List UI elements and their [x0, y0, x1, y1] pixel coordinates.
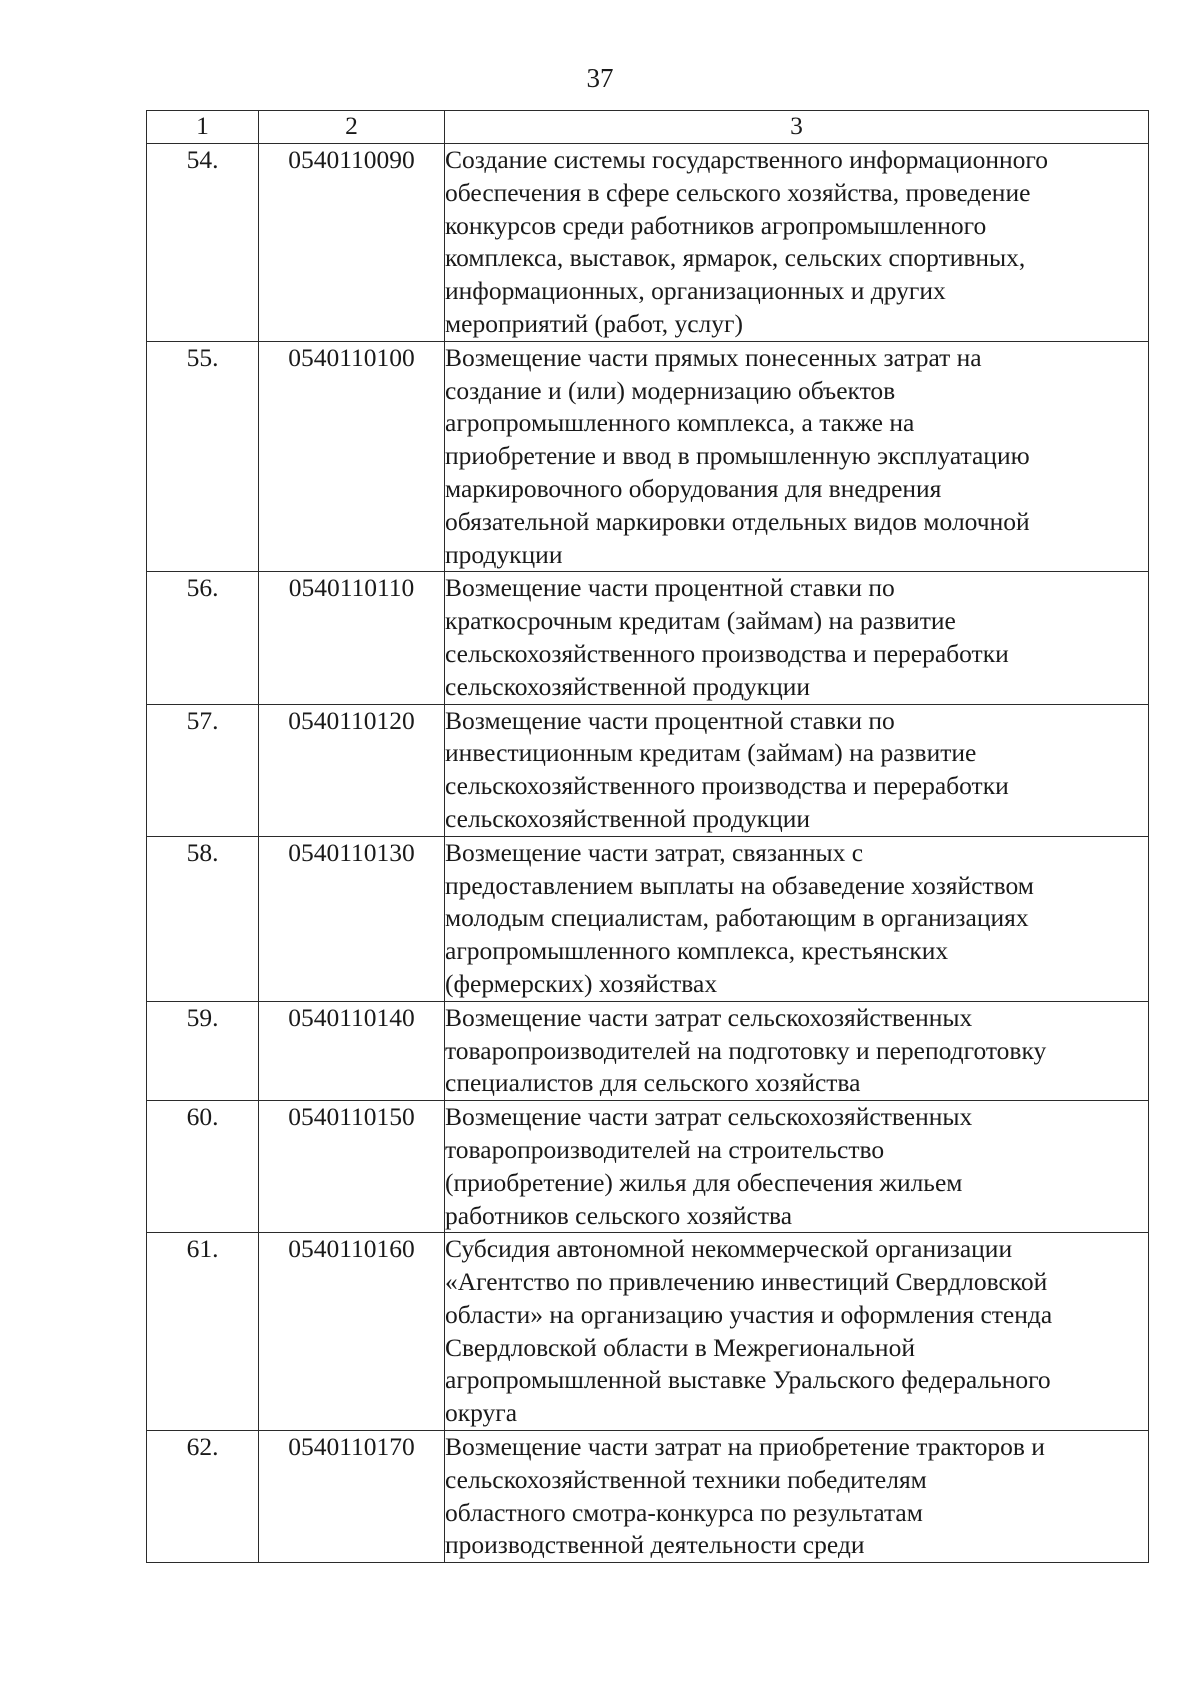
- description-line: краткосрочным кредитам (займам) на развитие: [445, 606, 956, 636]
- column-header-1: 1: [147, 111, 259, 144]
- row-number: 54.: [147, 144, 259, 342]
- table-row: [147, 1101, 1149, 1233]
- description-line: Свердловской области в Межрегиональной: [445, 1332, 915, 1362]
- description-line: Возмещение части процентной ставки по: [445, 705, 895, 735]
- description-line: Возмещение части затрат сельскохозяйственных: [445, 1102, 973, 1132]
- description-line: сельскохозяйственной техники победителям: [445, 1464, 927, 1494]
- description-line: (фермерских) хозяйствах: [445, 968, 718, 998]
- description-line: агропромышленной выставке Уральского федерального: [445, 1365, 1051, 1395]
- description-line: округа: [445, 1398, 518, 1428]
- page-number: 37: [586, 63, 614, 93]
- table-row: [147, 704, 1149, 836]
- description-line: Возмещение части затрат, связанных с: [445, 837, 864, 867]
- table-row: [147, 572, 1149, 704]
- row-number: 57.: [147, 704, 259, 836]
- budget-codes-table: [146, 110, 1149, 1563]
- description-line: работников сельского хозяйства: [445, 1200, 793, 1230]
- expense-description: [445, 341, 1149, 572]
- table-row: [147, 1001, 1149, 1100]
- table-row: [147, 836, 1149, 1001]
- description-line: мероприятий (работ, услуг): [445, 308, 743, 338]
- row-number: 55.: [147, 341, 259, 572]
- description-line: агропромышленного комплекса, крестьянских: [445, 936, 949, 966]
- description-line: информационных, организационных и других: [445, 276, 946, 306]
- description-line: областного смотра-конкурса по результатам: [445, 1497, 923, 1527]
- description-line: сельскохозяйственного производства и переработки: [445, 771, 1009, 801]
- expense-description: [445, 1431, 1149, 1563]
- budget-code: 0540110170: [259, 1431, 445, 1563]
- description-line: конкурсов среди работников агропромышленного: [445, 210, 987, 240]
- expense-description: [445, 1233, 1149, 1431]
- description-line: молодым специалистам, работающим в организациях: [445, 903, 1029, 933]
- description-line: сельскохозяйственного производства и переработки: [445, 638, 1009, 668]
- description-line: производственной деятельности среди: [445, 1530, 865, 1560]
- expense-description: [445, 144, 1149, 342]
- table-row: [147, 341, 1149, 572]
- expense-description: [445, 1101, 1149, 1233]
- description-line: Возмещение части затрат на приобретение тракторов и: [445, 1432, 1045, 1462]
- description-line: товаропроизводителей на подготовку и переподготовку: [445, 1035, 1047, 1065]
- budget-code: 0540110120: [259, 704, 445, 836]
- expense-description: [445, 1001, 1149, 1100]
- description-line: сельскохозяйственной продукции: [445, 671, 811, 701]
- expense-description: [445, 572, 1149, 704]
- description-line: агропромышленного комплекса, а также на: [445, 408, 915, 438]
- table-row: [147, 1233, 1149, 1431]
- budget-code: 0540110160: [259, 1233, 445, 1431]
- budget-code: 0540110150: [259, 1101, 445, 1233]
- description-line: обеспечения в сфере сельского хозяйства, проведение: [445, 177, 1031, 207]
- row-number: 59.: [147, 1001, 259, 1100]
- description-line: предоставлением выплаты на обзаведение хозяйством: [445, 870, 1034, 900]
- description-line: сельскохозяйственной продукции: [445, 803, 811, 833]
- description-line: Субсидия автономной некоммерческой организации: [445, 1234, 1013, 1264]
- expense-description: [445, 836, 1149, 1001]
- description-line: комплекса, выставок, ярмарок, сельских спортивных,: [445, 243, 1026, 273]
- table-body: [147, 144, 1149, 1563]
- description-line: (приобретение) жилья для обеспечения жильем: [445, 1167, 963, 1197]
- description-line: маркировочного оборудования для внедрения: [445, 473, 942, 503]
- column-header-3: 3: [445, 111, 1149, 144]
- budget-code: 0540110140: [259, 1001, 445, 1100]
- description-line: Возмещение части прямых понесенных затрат на: [445, 342, 982, 372]
- budget-code: 0540110110: [259, 572, 445, 704]
- budget-code: 0540110100: [259, 341, 445, 572]
- table-row: [147, 144, 1149, 342]
- description-line: товаропроизводителей на строительство: [445, 1134, 885, 1164]
- description-line: Возмещение части процентной ставки по: [445, 573, 895, 603]
- description-line: специалистов для сельского хозяйства: [445, 1068, 861, 1098]
- description-line: Возмещение части затрат сельскохозяйственных: [445, 1002, 973, 1032]
- row-number: 58.: [147, 836, 259, 1001]
- description-line: обязательной маркировки отдельных видов молочной: [445, 506, 1030, 536]
- description-line: создание и (или) модернизацию объектов: [445, 375, 896, 405]
- row-number: 60.: [147, 1101, 259, 1233]
- description-line: «Агентство по привлечению инвестиций Свердловской: [445, 1267, 1048, 1297]
- row-number: 56.: [147, 572, 259, 704]
- description-line: Создание системы государственного информационного: [445, 145, 1048, 174]
- table-header-row: [147, 111, 1149, 144]
- row-number: 61.: [147, 1233, 259, 1431]
- description-line: области» на организацию участия и оформления стенда: [445, 1299, 1053, 1329]
- description-line: продукции: [445, 539, 563, 569]
- column-header-2: 2: [259, 111, 445, 144]
- row-number: 62.: [147, 1431, 259, 1563]
- budget-code: 0540110130: [259, 836, 445, 1001]
- description-line: приобретение и ввод в промышленную эксплуатацию: [445, 441, 1030, 471]
- table-row: [147, 1431, 1149, 1563]
- description-line: инвестиционным кредитам (займам) на развитие: [445, 738, 977, 768]
- expense-description: [445, 704, 1149, 836]
- budget-code: 0540110090: [259, 144, 445, 342]
